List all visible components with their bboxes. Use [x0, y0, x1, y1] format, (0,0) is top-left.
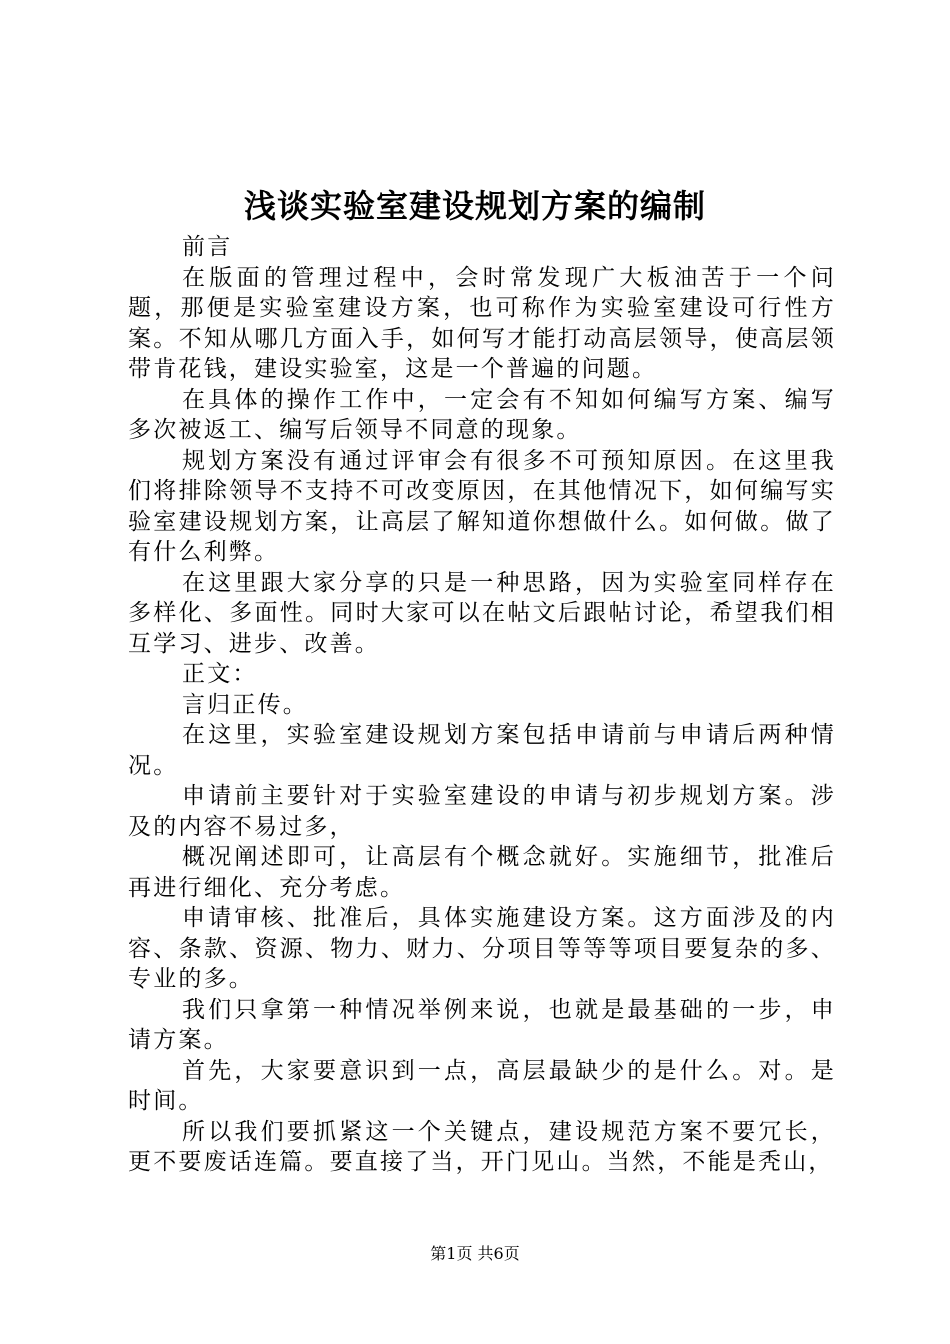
paragraph: 概况阐述即可，让高层有个概念就好。实施细节，批准后再进行细化、充分考虑。	[128, 844, 836, 901]
paragraph: 所以我们要抓紧这一个关键点，建设规范方案不要冗长，更不要废话连篇。要直接了当，开门见山。当然，不能是秃山，	[128, 1118, 836, 1175]
paragraph: 申请前主要针对于实验室建设的申请与初步规划方案。涉及的内容不易过多，	[128, 783, 836, 840]
paragraph-body-heading: 正文：	[182, 661, 258, 687]
paragraph: 首先，大家要意识到一点，高层最缺少的是什么。对。是时间。	[128, 1057, 836, 1114]
paragraph-preface-heading: 前言	[182, 234, 233, 260]
paragraph: 在具体的操作工作中，一定会有不知如何编写方案、编写多次被返工、编写后领导不同意的现象。	[128, 386, 836, 443]
paragraph: 申请审核、批准后，具体实施建设方案。这方面涉及的内容、条款、资源、物力、财力、分项目等等等项目要复杂的多、专业的多。	[128, 905, 836, 992]
document-body	[128, 232, 836, 1178]
paragraph: 我们只拿第一种情况举例来说，也就是最基础的一步，申请方案。	[128, 996, 836, 1053]
paragraph: 在这里，实验室建设规划方案包括申请前与申请后两种情况。	[128, 722, 836, 779]
paragraph: 言归正传。	[182, 691, 308, 718]
paragraph: 规划方案没有通过评审会有很多不可预知原因。在这里我们将排除领导不支持不可改变原因，在其他情况下，如何编写实验室建设规划方案，让高层了解知道你想做什么。如何做。做了有什么利弊。	[128, 447, 836, 565]
document-title: 浅谈实验室建设规划方案的编制	[243, 187, 706, 225]
paragraph: 在版面的管理过程中，会时常发现广大板油苦于一个问题，那便是实验室建设方案，也可称作为实验室建设可行性方案。不知从哪几方面入手，如何写才能打动高层领导，使高层领带肯花钱，建设实验室，这是一个普遍的问题。	[128, 264, 836, 382]
page-footer: 第1页 共6页	[430, 1244, 520, 1263]
paragraph: 在这里跟大家分享的只是一种思路，因为实验室同样存在多样化、多面性。同时大家可以在帖文后跟帖讨论，希望我们相互学习、进步、改善。	[128, 569, 836, 657]
